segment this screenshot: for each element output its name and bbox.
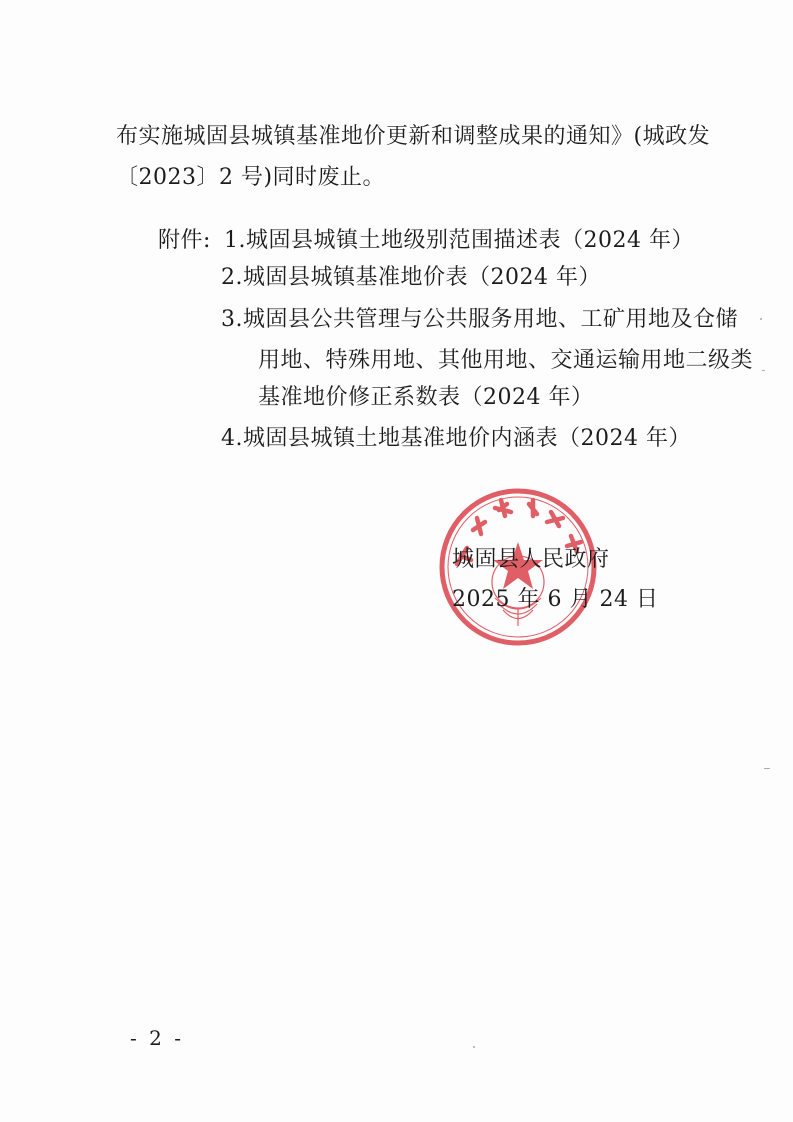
attachments-label: 附件: [158,228,211,253]
signing-date: 2025 年 6 月 24 日 [452,587,659,612]
scan-speck [762,370,765,371]
attachment-item-4: 4.城固县城镇土地基准地价内涵表（2024 年） [221,426,691,451]
scan-speck [764,768,770,769]
attachment-item-3-continued: 用地、特殊用地、其他用地、交通运输用地二级类 [258,348,754,373]
scan-speck [473,1046,475,1048]
attachment-item-3-continued: 基准地价修正系数表（2024 年） [258,385,594,410]
signing-organization: 城固县人民政府 [452,547,610,572]
body-paragraph-line: 〔2023〕2 号)同时废止。 [116,165,386,190]
page-number: - 2 - [130,1026,184,1050]
attachment-item-2: 2.城固县城镇基准地价表（2024 年） [221,265,601,290]
scan-speck [760,318,762,320]
attachment-item-1: 1.城固县城镇土地级别范围描述表（2024 年） [224,228,694,253]
body-paragraph-line: 布实施城固县城镇基准地价更新和调整成果的通知》(城政发 [116,124,711,149]
attachment-item-3: 3.城固县公共管理与公共服务用地、工矿用地及仓储 [221,307,738,332]
